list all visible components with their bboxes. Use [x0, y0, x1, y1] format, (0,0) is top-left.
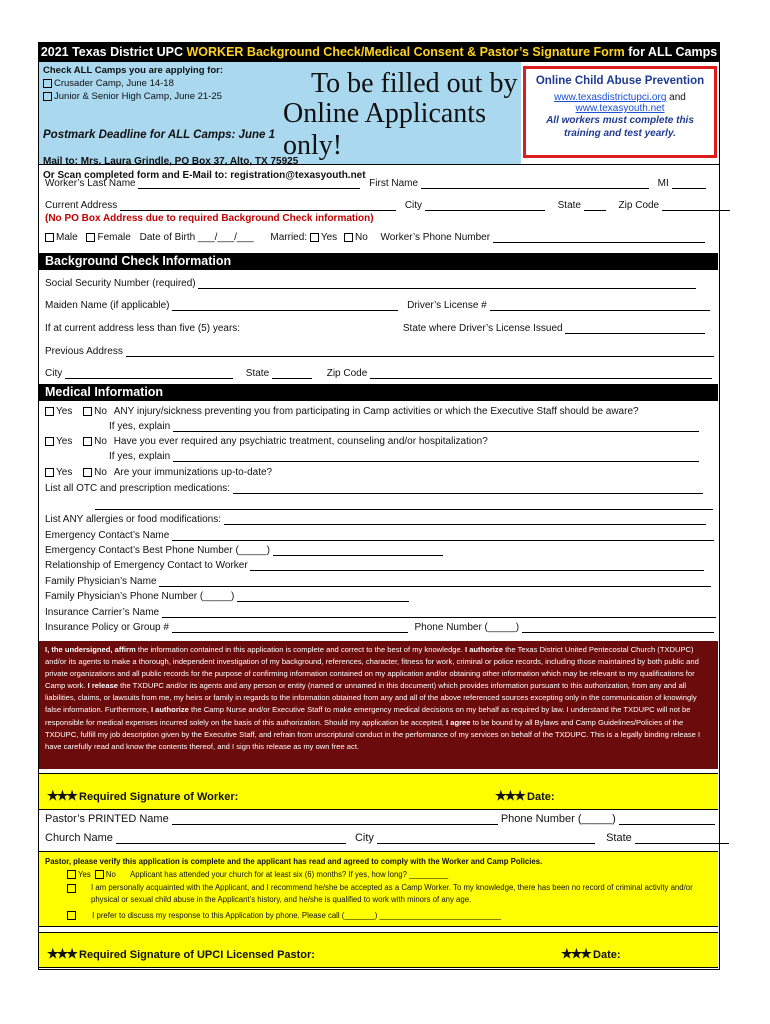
abuse-title: Online Child Abuse Prevention [535, 75, 705, 87]
female-checkbox[interactable] [86, 233, 95, 242]
insurance-phone-field[interactable] [522, 622, 714, 633]
medical-section-header: Medical Information [39, 384, 718, 401]
prev-zip-field[interactable] [370, 368, 712, 379]
row-name: Worker’s Last Name First Name MI [45, 178, 706, 189]
married-yes-checkbox[interactable] [310, 233, 319, 242]
attended-yes-checkbox[interactable] [67, 870, 76, 879]
row-otc-2 [95, 499, 713, 510]
row-ssn: Social Security Number (required) [45, 278, 696, 289]
pastor-verify-text: Pastor, please verify this application is complete and the applicant has read and agreed to comply with the Worker and Camp Policies. [45, 857, 543, 866]
worker-signature-label: Required Signature of Worker: [79, 791, 239, 803]
mail-to: Mail to: Mrs. Laura Grindle, PO Box 37, Alto, TX 75925 [43, 156, 299, 167]
mi-field[interactable] [672, 178, 706, 189]
row-physician: Family Physician’s Name [45, 576, 711, 587]
all-workers-note: All workers must complete this training and test yearly. [546, 115, 694, 139]
medical-q2: Yes No Have you ever required any psychiatric treatment, counseling and/or hospitalization? [45, 436, 488, 447]
row-physician-phone: Family Physician’s Phone Number (_____) [45, 591, 409, 602]
zip-field[interactable] [662, 200, 730, 211]
row-maiden: Maiden Name (if applicable) Driver’s License # [45, 300, 710, 311]
first-name-field[interactable] [421, 178, 649, 189]
q1-explain-field[interactable] [173, 421, 699, 432]
discuss-checkbox[interactable] [67, 911, 76, 920]
row-otc: List all OTC and prescription medications: [45, 483, 703, 494]
maiden-name-field[interactable] [172, 300, 398, 311]
license-state-field[interactable] [565, 323, 705, 334]
q1-explain: If yes, explain [109, 421, 699, 432]
row-address: Current Address City State Zip Code [45, 200, 730, 211]
abuse-prevention-box: Online Child Abuse Prevention www.texasdistrictupci.org and www.texasyouth.net All workers must complete this training and test yearly. [523, 66, 717, 158]
q3-yes-checkbox[interactable] [45, 468, 54, 477]
q2-no-checkbox[interactable] [83, 437, 92, 446]
city-field[interactable] [425, 200, 545, 211]
row-prev-city: City State Zip Code [45, 368, 712, 379]
relationship-field[interactable] [250, 560, 704, 571]
married-no-checkbox[interactable] [344, 233, 353, 242]
ssn-field[interactable] [198, 278, 696, 289]
online-only-line-2: Online Applicants only! [283, 98, 486, 161]
medical-q1: Yes No ANY injury/sickness preventing you from participating in Camp activities or which the Executive Staff should be aware? [45, 406, 639, 417]
star-icon: ★★★ [495, 788, 524, 803]
discuss-row: I prefer to discuss my response to this Application by phone. Please call (_______) ____________________________ [67, 910, 501, 922]
q2-explain: If yes, explain [109, 451, 699, 462]
checkbox-icon[interactable] [43, 92, 52, 101]
male-checkbox[interactable] [45, 233, 54, 242]
prev-city-field[interactable] [65, 368, 233, 379]
postmark-deadline: Postmark Deadline for ALL Camps: June 1 [43, 129, 275, 141]
row-less-five: If at current address less than five (5) years: State where Driver’s License Issued [45, 323, 705, 334]
physician-field[interactable] [159, 576, 711, 587]
header-info [39, 62, 521, 181]
prev-address-field[interactable] [126, 346, 714, 357]
release-statement: I, the undersigned, affirm the information contained in this application is complete and correct to the best of my knowledge. I authorize the Texas District United Pentecostal Church (TXDUPC) and/or its agents to make a thorough, independent investigation of my background, references, character, fitness for work, criminal or police records, including those maintained by both public and private organizations and all public records for the purpose of confirming information contained on my application and/or obtaining other information which may be relevant to my qualifications for Camp work. I release the TXDUPC and/or its agents and any person or entity (named or unnamed in this document) which provides information pursuant to this authorization, from any and all liabilities, claims, or lawsuits from me, my heirs or family in regards to the information obtained from any and all of the above referenced sources excepting only in the communication of knowingly false information. Furthermore, I authorize the Camp Nurse and/or Executive Staff to make emergency medical decisions on my behalf as required by law. I understand the TXDUPC will not be responsible for medical expenses incurred solely on the basis of this authorization. Should my application be accepted, I agree to be bound by all Bylaws and Camp Guidelines/Policies of the TXDUPC, fulfill my job description given by the Executive Staff, and refrain from unscriptural conduct in the performance of my services on behalf of the TXDUPC. This is a legally binding release I have carefully read and know the contents thereof, and I sign this release as my own free act. [39, 641, 718, 769]
q1-no-checkbox[interactable] [83, 407, 92, 416]
pastor-signature-label: Required Signature of UPCI Licensed Pastor: [79, 949, 315, 961]
pastor-date-label: Date: [593, 949, 621, 961]
phone-field[interactable] [493, 232, 705, 243]
pastor-name-field[interactable] [172, 814, 498, 825]
check-camps-label: Check ALL Camps you are applying for: [43, 65, 224, 76]
camp-option-crusader[interactable]: Crusader Camp, June 14-18 [43, 78, 174, 90]
background-section-header: Background Check Information [39, 253, 718, 270]
q2-yes-checkbox[interactable] [45, 437, 54, 446]
star-icon: ★★★ [47, 788, 76, 803]
emergency-name-field[interactable] [172, 530, 714, 541]
acquainted-row: I am personally acquainted with the Applicant, and I recommend he/she be accepted as a Camp Worker. To my knowledge, there has been no record of criminal activity and/or physical or sexual child abuse in the Applicant’s history, and he/she is qualified to work with minors of any age. [67, 882, 707, 905]
prev-state-field[interactable] [272, 368, 312, 379]
q1-yes-checkbox[interactable] [45, 407, 54, 416]
scan-email: Or Scan completed form and E-Mail to: registration@texasyouth.net [43, 170, 366, 181]
form-title: 2021 Texas District UPC WORKER Background Check/Medical Consent & Pastor’s Signature Form for ALL Camps [39, 43, 719, 62]
link-texasdistrictupci[interactable]: www.texasdistrictupci.org [554, 92, 667, 103]
row-insurance-policy: Insurance Policy or Group # Phone Number (_____) [45, 622, 714, 633]
otc-field[interactable] [233, 483, 703, 494]
attended-no-checkbox[interactable] [95, 870, 104, 879]
last-name-field[interactable] [138, 178, 360, 189]
row-insurance-carrier: Insurance Carrier’s Name [45, 607, 716, 618]
church-name-field[interactable] [116, 833, 346, 844]
license-field[interactable] [490, 300, 710, 311]
row-allergies: List ANY allergies or food modifications: [45, 514, 706, 525]
acquainted-checkbox[interactable] [67, 884, 76, 893]
otc-field-2[interactable] [95, 499, 713, 510]
online-only-line-1: To be filled out by [311, 68, 518, 99]
attended-row: Yes No Applicant has attended your church for at least six (6) months? If yes, how long? _________ [67, 869, 448, 881]
row-prev-address: Previous Address [45, 346, 714, 357]
emergency-phone-field[interactable] [273, 545, 443, 556]
row-emergency-name: Emergency Contact’s Name [45, 530, 714, 541]
row-demographics: Male Female Date of Birth ___/___/___ Married: Yes No Worker’s Phone Number [45, 232, 705, 243]
pastor-signature-block[interactable] [39, 932, 718, 968]
star-icon: ★★★ [47, 946, 76, 961]
pastor-verification-block [39, 851, 718, 927]
church-city-field[interactable] [377, 833, 595, 844]
row-emergency-phone: Emergency Contact’s Best Phone Number (_____) [45, 545, 443, 556]
row-relationship: Relationship of Emergency Contact to Worker [45, 560, 704, 571]
row-pastor-name: Pastor’s PRINTED Name Phone Number (_____) [45, 813, 715, 825]
insurance-carrier-field[interactable] [162, 607, 716, 618]
checkbox-icon[interactable] [43, 79, 52, 88]
star-icon: ★★★ [561, 946, 590, 961]
state-field[interactable] [584, 200, 606, 211]
insurance-policy-field[interactable] [172, 622, 408, 633]
camp-option-junior-senior[interactable]: Junior & Senior High Camp, June 21-25 [43, 91, 222, 103]
worker-date-label: Date: [527, 791, 555, 803]
medical-q3: Yes No Are your immunizations up-to-date? [45, 467, 272, 478]
address-field[interactable] [120, 200, 396, 211]
physician-phone-field[interactable] [237, 591, 409, 602]
q2-explain-field[interactable] [173, 451, 699, 462]
church-state-field[interactable] [635, 833, 729, 844]
q3-no-checkbox[interactable] [83, 468, 92, 477]
dob-field[interactable]: ___/___/___ [197, 232, 254, 243]
allergies-field[interactable] [224, 514, 706, 525]
pastor-phone-field[interactable] [619, 814, 715, 825]
link-texasyouth[interactable]: www.texasyouth.net [575, 103, 665, 114]
worker-form [38, 42, 720, 970]
header-block [39, 62, 719, 181]
no-po-box-note: (No PO Box Address due to required Background Check information) [45, 213, 374, 224]
worker-signature-block[interactable] [39, 773, 718, 810]
row-church: Church Name City State [45, 832, 729, 844]
